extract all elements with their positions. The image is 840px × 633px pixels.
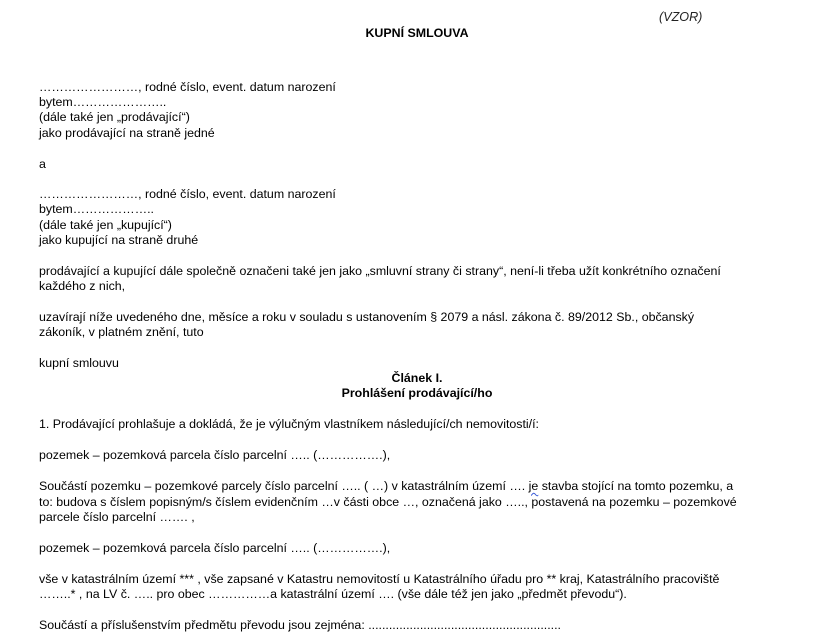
parcel-line-1: pozemek – pozemková parcela číslo parcelní ….. (…………….), [39,448,391,462]
seller-role-line: jako prodávající na straně jedné [39,126,215,140]
seller-name-line: ……………………, rodné číslo, event. datum narození [39,80,336,94]
component-paragraph-line-3: parcele číslo parcelní ……. , [39,510,195,524]
buyer-name-line: ……………………, rodné číslo, event. datum narození [39,187,336,201]
component-text-start: Součástí pozemku – pozemkové parcely číslo parcelní ….. ( …) v katastrálním území …. [39,479,529,493]
and-separator: a [39,157,46,171]
component-paragraph-line-1 [39,479,733,494]
seller-address-line: bytem………………….. [39,95,167,109]
buyer-role-line: jako kupující na straně druhé [39,233,199,247]
article-number: Článek I. [391,371,443,385]
clause-1: 1. Prodávající prohlašuje a dokládá, že je výlučným vlastníkem následující/ch nemovitosti/í: [39,417,539,431]
buyer-alias-line: (dále také jen „kupující“) [39,218,172,232]
parties-paragraph-line-2: každého z nich, [39,279,126,293]
component-paragraph-line-2: to: budova s číslem popisným/s číslem evidenčním …v části obce …, označená jako ….., postavená na pozemku – pozemkové [39,495,737,509]
agreement-paragraph-line-2: zákoník, v platném znění, tuto [39,325,204,339]
buyer-address-line: bytem……………….. [39,202,154,216]
parties-paragraph-line-1: prodávající a kupující dále společně označeni také jen jako „smluvní strany či strany“, není-li třeba užít konkrétního označení [39,264,721,278]
agreement-paragraph-line-1: uzavírají níže uvedeného dne, měsíce a roku v souladu s ustanovením § 2079 a násl. zákona č. 89/2012 Sb., občanský [39,310,695,324]
accessories-line: Součástí a příslušenstvím předmětu převodu jsou zejména: ........................................................ [39,618,561,632]
spellcheck-flagged-word[interactable]: je [528,479,539,493]
article-heading: Prohlášení prodávající/ho [341,386,493,400]
registry-paragraph-line-2: ……..* , na LV č. ….. pro obec ……………a katastrální území …. (vše dále též jen jako „předmět převodu“). [39,587,627,601]
parcel-line-2: pozemek – pozemková parcela číslo parcelní ….. (…………….), [39,541,391,555]
seller-alias-line: (dále také jen „prodávající“) [39,110,190,124]
template-marker: (VZOR) [659,10,703,24]
component-text-end: stavba stojící na tomto pozemku, a [538,479,734,493]
document-title: KUPNÍ SMLOUVA [365,26,469,40]
registry-paragraph-line-1: vše v katastrálním území *** , vše zapsané v Katastru nemovitostí u Katastrálního úřadu pro ** kraj, Katastrálního pracoviště [39,572,720,586]
contract-label: kupní smlouvu [39,356,119,370]
